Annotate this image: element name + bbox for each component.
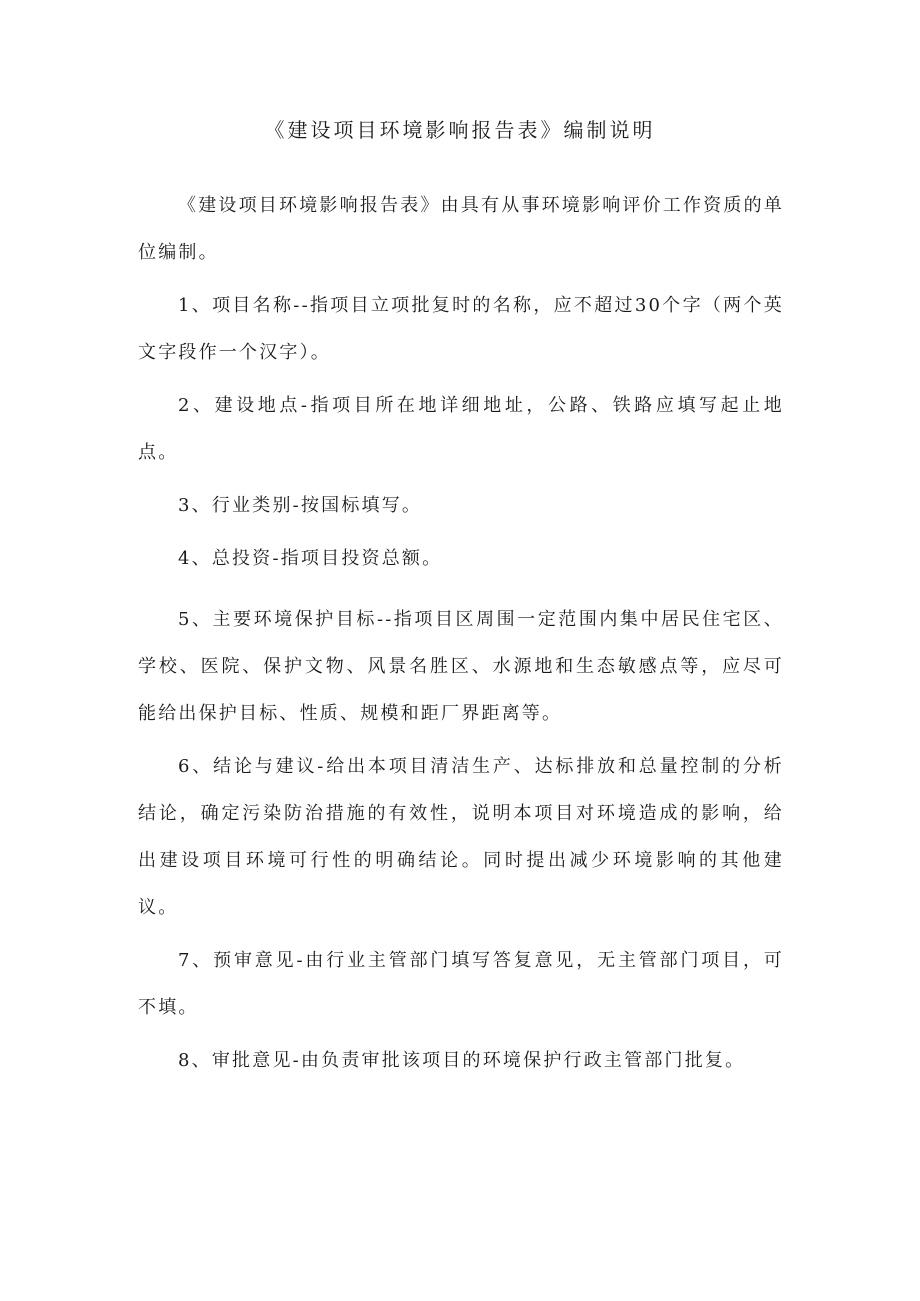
item-pre-review: 7、预审意见-由行业主管部门填写答复意见，无主管部门项目，可不填。 [138,950,784,1018]
intro-paragraph: 《建设项目环境影响报告表》由具有从事环境影响评价工作资质的单位编制。 [138,195,784,263]
document-title: 《建设项目环境影响报告表》编制说明 [264,118,656,142]
item-conclusions: 6、结论与建议-给出本项目清洁生产、达标排放和总量控制的分析结论，确定污染防治措施的有效性，说明本项目对环境造成的影响，给出建设项目环境可行性的明确结论。同时提出减少环境影响的其他建议。 [138,756,784,918]
item-approval: 8、审批意见-由负责审批该项目的环境保护行政主管部门批复。 [178,1050,746,1071]
item-total-investment: 4、总投资-指项目投资总额。 [178,548,443,569]
item-industry-category: 3、行业类别-按国标填写。 [178,495,423,516]
item-project-name: 1、项目名称--指项目立项批复时的名称，应不超过30个字（两个英文字段作一个汉字）。 [138,295,784,363]
item-location: 2、建设地点-指项目所在地详细地址，公路、铁路应填写起止地点。 [138,395,784,463]
document-body [138,182,784,1090]
item-protection-targets: 5、主要环境保护目标--指项目区周围一定范围内集中居民住宅区、学校、医院、保护文物、风景名胜区、水源地和生态敏感点等，应尽可能给出保护目标、性质、规模和距厂界距离等。 [138,609,784,724]
